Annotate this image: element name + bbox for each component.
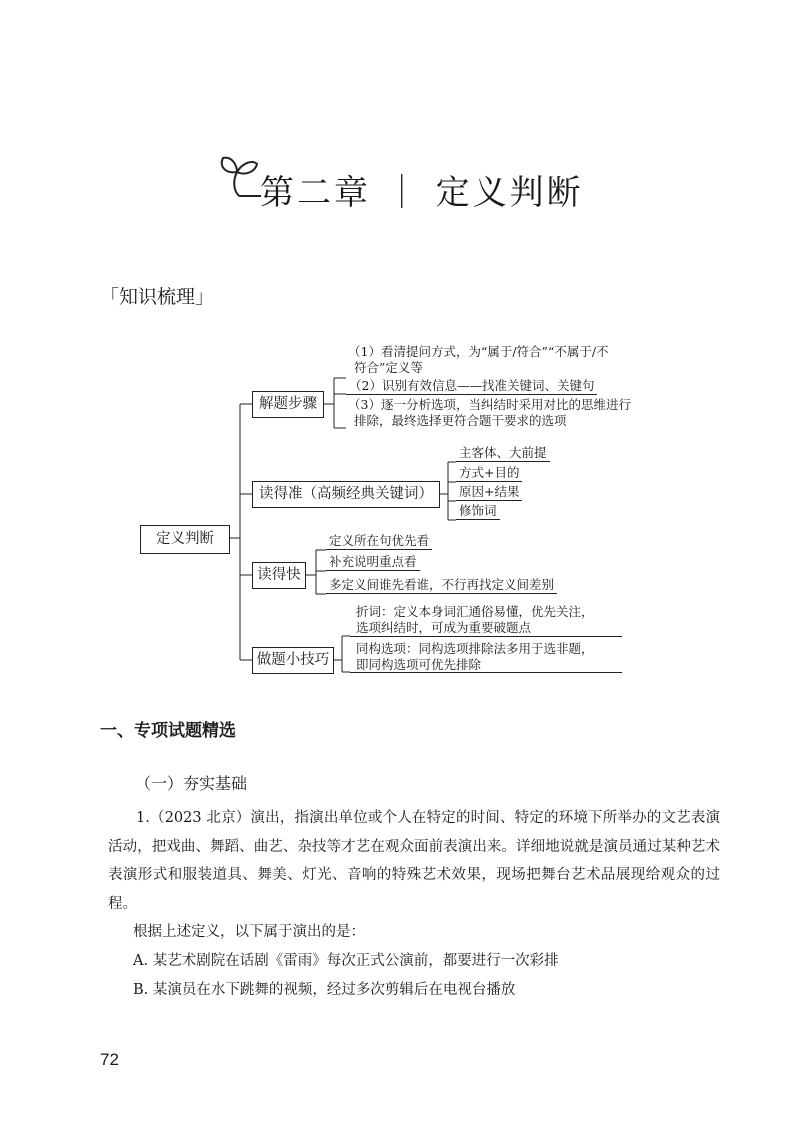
- branch-tips: 做题小技巧: [252, 647, 334, 674]
- chapter-title: 第二章 ｜ 定义判断: [260, 173, 584, 213]
- question-paragraph: 1.（2023 北京）演出，指演出单位或个人在特定的时间、特定的环境下所举办的文艺表演活动，把戏曲、舞蹈、曲艺、杂技等才艺在观众面前表演出来。详细地说就是演员通过某种艺术表演形式和服装道具、舞美、灯光、音响的特殊艺术效果，现场把舞台艺术品展现给观众的过程。: [108, 810, 720, 912]
- b4-item: 即同构选项可优先排除: [356, 657, 482, 672]
- option-b: B. 某演员在水下跳舞的视频，经过多次剪辑后在电视台播放: [133, 982, 516, 998]
- b4-item: 折词：定义本身词汇通俗易懂，优先关注，: [356, 604, 594, 619]
- b1-item: 符合”定义等: [354, 360, 423, 375]
- branch-solving-steps: 解题步骤: [252, 391, 324, 418]
- section-label: 「知识梳理」: [100, 286, 215, 308]
- b3-item: 多定义间谁先看谁，不行再找定义间差别: [326, 577, 557, 594]
- b4-item: 同构选项：同构选项排除法多用于选非题，: [356, 641, 594, 656]
- branch-read-accurately: 读得准（高频经典关键词）: [252, 481, 440, 508]
- b4-divider: [350, 636, 622, 637]
- b1-item: （1）看清提问方式，为“属于/符合”“不属于/不: [348, 344, 609, 359]
- b4-divider: [350, 672, 622, 673]
- b2-item: 方式+目的: [456, 465, 522, 482]
- heading-subsection: （一）夯实基础: [135, 774, 248, 793]
- page-number: 72: [100, 1050, 119, 1069]
- b1-item: （2）识别有效信息——找准关键词、关键句: [346, 378, 597, 395]
- b3-item: 补充说明重点看: [326, 554, 420, 571]
- b4-item: 选项纠结时，可成为重要破题点: [356, 620, 532, 635]
- b2-item: 修饰词: [456, 503, 500, 520]
- option-a: A. 某艺术剧院在话剧《雷雨》每次正式公演前，都要进行一次彩排: [133, 953, 559, 969]
- b2-item: 主客体、大前提: [456, 445, 550, 462]
- b1-item: （3）逐一分析选项，当纠结时采用对比的思维进行: [348, 397, 631, 412]
- b3-item: 定义所在句优先看: [326, 533, 432, 550]
- b2-item: 原因+结果: [456, 484, 522, 501]
- question-stem: 根据上述定义，以下属于演出的是：: [133, 924, 365, 940]
- mindmap-root: 定义判断: [140, 525, 230, 554]
- b1-item: 排除，最终选择更符合题干要求的选项: [354, 413, 567, 428]
- heading-section-one: 一、专项试题精选: [100, 721, 236, 741]
- branch-read-quickly: 读得快: [252, 562, 306, 589]
